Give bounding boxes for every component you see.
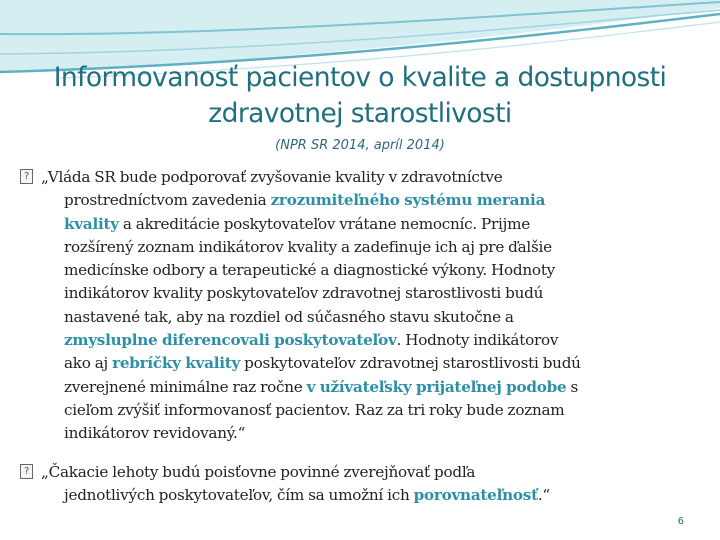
highlight-term: kvality xyxy=(64,214,119,233)
text-run: s xyxy=(566,377,579,396)
text-line xyxy=(20,461,680,484)
text-run: indikátorov kvality poskytovateľov zdravotnej starostlivosti budú xyxy=(64,284,544,303)
missing-glyph-bullet-icon: ? xyxy=(20,464,33,479)
missing-glyph-bullet-icon: ? xyxy=(20,169,33,184)
text-run: „Čakacie lehoty budú poisťovne povinné zverejňovať podľa xyxy=(41,463,476,481)
text-line xyxy=(20,166,680,189)
text-line xyxy=(20,189,680,212)
bullet-paragraph-2 xyxy=(20,461,680,508)
text-run: poskytovateľov zdravotnej starostlivosti budú xyxy=(240,354,581,373)
text-line xyxy=(20,236,680,259)
text-line xyxy=(20,399,680,422)
text-line xyxy=(20,306,680,329)
text-run: prostredníctvom zavedenia xyxy=(64,191,271,210)
highlight-term: v užívateľsky prijateľnej podobe xyxy=(306,377,567,396)
text-run: zverejnené minimálne raz ročne xyxy=(64,377,307,396)
slide-title-line-2: zdravotnej starostlivosti xyxy=(208,98,512,129)
highlight-term: zmysluplne diferencovali poskytovateľov xyxy=(64,331,397,350)
text-line xyxy=(20,352,680,375)
text-run: jednotlivých poskytovateľov, čím sa umožní ich xyxy=(64,486,414,505)
text-run: a akreditácie poskytovateľov vrátane nemocníc. Prijme xyxy=(118,214,530,233)
text-run: indikátorov revidovaný.“ xyxy=(64,424,246,443)
text-run: medicínske odbory a terapeutické a diagnostické výkony. Hodnoty xyxy=(64,261,556,280)
text-line xyxy=(20,213,680,236)
text-run: . Hodnoty indikátorov xyxy=(396,331,559,350)
text-line xyxy=(20,376,680,399)
page-number: 6 xyxy=(677,516,684,527)
text-line xyxy=(20,329,680,352)
slide-title-line-1: Informovanosť pacientov o kvalite a dostupnosti xyxy=(53,62,667,93)
text-line xyxy=(20,484,680,507)
slide-subtitle: (NPR SR 2014, apríl 2014) xyxy=(275,138,445,153)
text-line xyxy=(20,422,680,445)
text-run: rozšírený zoznam indikátorov kvality a zadefinuje ich aj pre ďalšie xyxy=(64,237,552,256)
text-run: .“ xyxy=(537,486,550,505)
text-run: cieľom zvýšiť informovanosť pacientov. Raz za tri roky bude zoznam xyxy=(64,400,565,419)
highlight-term: porovnateľnosť xyxy=(413,486,538,505)
text-run: nastavené tak, aby na rozdiel od súčasného stavu skutočne a xyxy=(64,307,514,326)
text-run: ako aj xyxy=(64,354,113,373)
text-line xyxy=(20,259,680,282)
text-line xyxy=(20,282,680,305)
text-run: „Vláda SR bude podporovať zvyšovanie kvality v zdravotníctve xyxy=(41,168,503,186)
highlight-term: zrozumiteľného systému merania xyxy=(270,191,546,210)
slide-title xyxy=(20,60,700,132)
bullet-paragraph-1 xyxy=(20,166,680,446)
highlight-term: rebríčky kvality xyxy=(112,354,241,373)
